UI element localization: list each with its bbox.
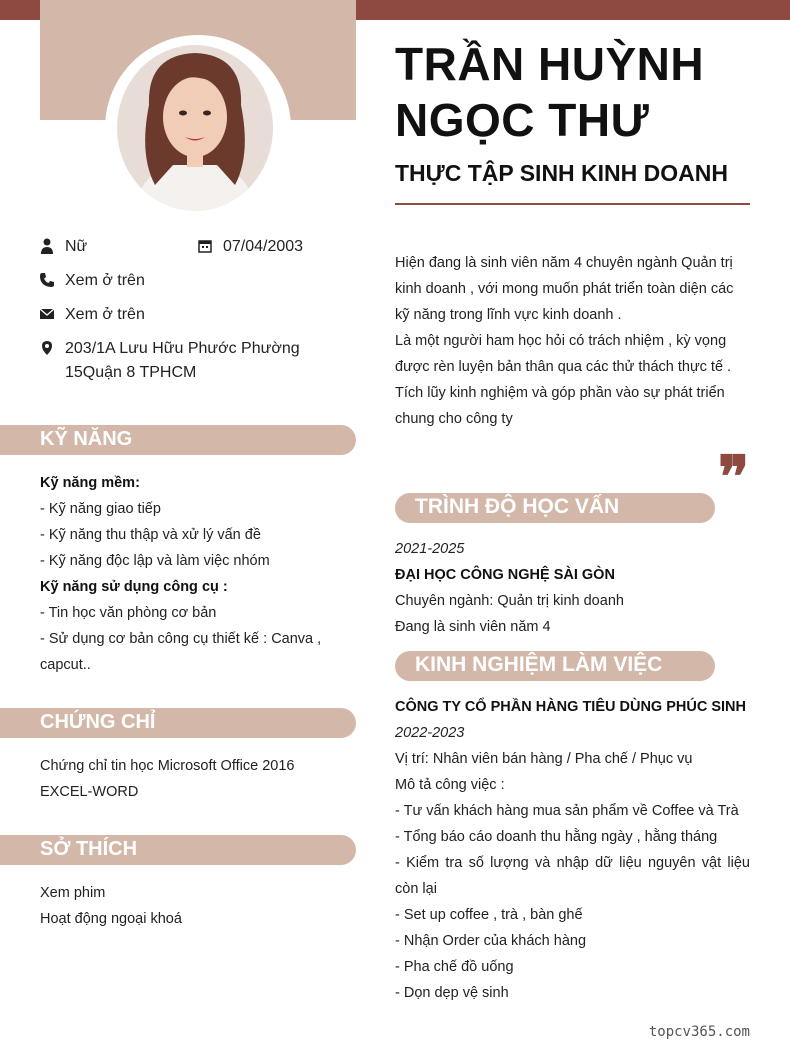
list-item: EXCEL-WORD bbox=[40, 784, 139, 800]
list-item: - Dọn dẹp vệ sinh bbox=[395, 985, 509, 1001]
objective-paragraph: Là một người ham học hỏi có trách nhiệm , kỳ vọng được rèn luyện bản thân qua các thử thách thực tế . bbox=[395, 333, 732, 375]
objective-paragraph: Hiện đang là sinh viên năm 4 chuyên ngành Quản trị kinh doanh , với mong muốn phát triển toàn diện các kỹ năng trong lĩnh vực kinh doanh . bbox=[395, 255, 734, 323]
list-item: - Kỹ năng thu thập và xử lý vấn đề bbox=[40, 527, 261, 543]
skills-heading: KỸ NĂNG bbox=[40, 428, 133, 450]
job-description-title: Mô tả công việc : bbox=[395, 777, 505, 793]
experience-heading: KINH NGHIỆM LÀM VIỆC bbox=[415, 653, 663, 676]
title-divider bbox=[395, 203, 750, 205]
list-item: - Set up coffee , trà , bàn ghế bbox=[395, 907, 583, 923]
education-status: Đang là sinh viên năm 4 bbox=[395, 619, 551, 635]
birthday-text: 07/04/2003 bbox=[223, 238, 304, 255]
contact-birthday bbox=[223, 235, 303, 259]
tool-skills-title: Kỹ năng sử dụng công cụ : bbox=[40, 579, 228, 595]
contact-email bbox=[65, 303, 145, 327]
profile-photo bbox=[117, 45, 273, 211]
list-item: - Nhận Order của khách hàng bbox=[395, 933, 587, 949]
experience-entry bbox=[395, 694, 750, 1006]
calendar-icon bbox=[197, 238, 213, 254]
job-title: THỰC TẬP SINH KINH DOANH bbox=[395, 160, 728, 186]
education-heading-bar bbox=[395, 493, 715, 523]
phone-icon bbox=[39, 272, 55, 288]
objective-paragraph: Tích lũy kinh nghiệm và góp phần vào sự phát triển chung cho công ty bbox=[395, 385, 725, 427]
address-text: 203/1A Lưu Hữu Phước Phường 15Quận 8 TPHCM bbox=[65, 340, 300, 381]
person-icon bbox=[39, 238, 55, 254]
list-item: - Pha chế đồ uống bbox=[395, 959, 514, 975]
footer-watermark: topcv365.com bbox=[648, 1024, 750, 1040]
phone-text: Xem ở trên bbox=[65, 272, 145, 289]
hobbies-heading-bar bbox=[0, 835, 356, 865]
school-name: ĐẠI HỌC CÔNG NGHỆ SÀI GÒN bbox=[395, 567, 615, 583]
certificates-heading-bar bbox=[0, 708, 356, 738]
company-name: CÔNG TY CỔ PHẦN HÀNG TIÊU DÙNG PHÚC SINH bbox=[395, 699, 746, 715]
list-item: - Tư vấn khách hàng mua sản phẩm về Coffee và Trà bbox=[395, 803, 739, 819]
contact-gender bbox=[65, 235, 87, 259]
list-item: - Sử dụng cơ bản công cụ thiết kế : Canva , bbox=[40, 631, 322, 647]
list-item: - Tổng báo cáo doanh thu hằng ngày , hằng tháng bbox=[395, 829, 718, 845]
experience-heading-bar bbox=[395, 651, 715, 681]
skills-heading-bar bbox=[0, 425, 356, 455]
education-entry bbox=[395, 536, 624, 640]
name-line-1: TRẦN HUỲNH bbox=[395, 38, 705, 90]
skills-list bbox=[40, 470, 321, 678]
education-years: 2021-2025 bbox=[395, 541, 465, 557]
experience-years: 2022-2023 bbox=[395, 725, 465, 741]
career-objective bbox=[395, 250, 750, 432]
list-item: - Kỹ năng độc lập và làm việc nhóm bbox=[40, 553, 270, 569]
contact-address bbox=[65, 337, 325, 385]
contact-phone bbox=[65, 269, 145, 293]
hobbies-heading: SỞ THÍCH bbox=[40, 838, 138, 860]
name-line-2: NGỌC THƯ bbox=[395, 94, 650, 146]
certificates-list bbox=[40, 753, 294, 805]
list-item: Xem phim bbox=[40, 885, 106, 901]
position-text: Vị trí: Nhân viên bán hàng / Pha chế / Phục vụ bbox=[395, 751, 693, 767]
email-text: Xem ở trên bbox=[65, 306, 145, 323]
list-item: Hoạt động ngoại khoá bbox=[40, 911, 182, 927]
soft-skills-title: Kỹ năng mềm: bbox=[40, 475, 140, 491]
list-item: capcut.. bbox=[40, 657, 91, 673]
gender-text: Nữ bbox=[65, 238, 88, 255]
envelope-icon bbox=[39, 306, 55, 322]
list-item: - Kiểm tra số lượng và nhập dữ liệu nguyên vật liệu còn lại bbox=[395, 855, 750, 897]
list-item: Chứng chỉ tin học Microsoft Office 2016 bbox=[40, 758, 295, 774]
map-pin-icon bbox=[39, 340, 55, 356]
education-heading: TRÌNH ĐỘ HỌC VẤN bbox=[415, 495, 620, 518]
quote-icon: ❞ bbox=[718, 443, 750, 511]
major-text: Chuyên ngành: Quản trị kinh doanh bbox=[395, 593, 624, 609]
candidate-name bbox=[395, 36, 775, 148]
hobbies-list bbox=[40, 880, 182, 932]
list-item: - Kỹ năng giao tiếp bbox=[40, 501, 161, 517]
certificates-heading: CHỨNG CHỈ bbox=[40, 711, 156, 733]
list-item: - Tin học văn phòng cơ bản bbox=[40, 605, 217, 621]
